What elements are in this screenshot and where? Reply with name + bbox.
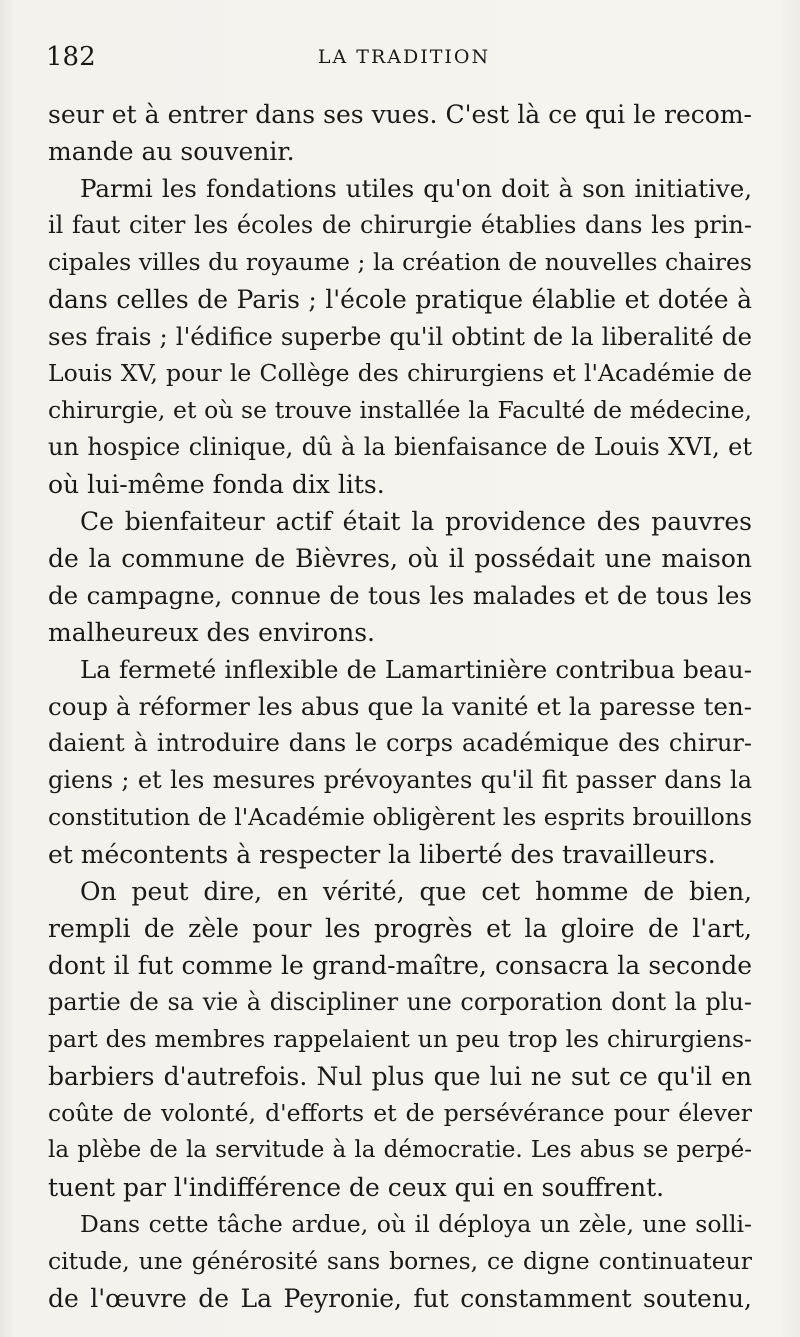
text-line: constitution de l'Académie obligèrent les esprits brouillons (48, 803, 752, 831)
text-line: chirurgie, et où se trouve installée la Faculté de médecine, (48, 396, 752, 424)
text-line: tuent par l'indifférence de ceux qui en souffrent. (48, 1173, 665, 1202)
page-number: 182 (46, 42, 96, 72)
text-line: Louis XV, pour le Collège des chirurgiens et l'Académie de (48, 359, 752, 387)
text-line: mande au souvenir. (48, 137, 295, 166)
text-line: seur et à entrer dans ses vues. C'est là ce qui le recom- (48, 100, 752, 129)
text-line: de la commune de Bièvres, où il possédait une maison (48, 544, 752, 573)
text-line: ses frais ; l'édifice superbe qu'il obtint de la liberalité de (48, 322, 752, 351)
text-line: de l'œuvre de La Peyronie, fut constamment soutenu, (48, 1284, 752, 1313)
text-line: Ce bienfaiteur actif était la providence des pauvres (80, 507, 752, 536)
text-line: daient à introduire dans le corps académique des chirur- (48, 729, 752, 757)
body-text (48, 96, 752, 1317)
text-line: dont il fut comme le grand-maître, consacra la seconde (48, 951, 752, 980)
text-line: giens ; et les mesures prévoyantes qu'il fit passer dans la (48, 766, 752, 794)
text-line: et mécontents à respecter la liberté des travailleurs. (48, 840, 716, 869)
text-line: la plèbe de la servitude à la démocratie. Les abus se perpé- (48, 1137, 752, 1163)
text-line: coup à réformer les abus que la vanité et la paresse ten- (48, 692, 752, 721)
text-line: cipales villes du royaume ; la création de nouvelles chaires (48, 248, 752, 276)
page-header (46, 40, 762, 80)
text-line: La fermeté inflexible de Lamartinière contribua beau- (80, 655, 752, 684)
text-line: un hospice clinique, dû à la bienfaisance de Louis XVI, et (48, 433, 752, 461)
text-line: citude, une générosité sans bornes, ce digne continuateur (48, 1247, 752, 1275)
text-line: malheureux des environs. (48, 618, 375, 647)
text-line: de campagne, connue de tous les malades et de tous les (48, 581, 752, 610)
text-line: Dans cette tâche ardue, où il déploya un zèle, une solli- (80, 1210, 752, 1238)
running-title: LA TRADITION (317, 46, 491, 68)
text-line: On peut dire, en vérité, que cet homme de bien, (80, 877, 752, 906)
text-line: partie de sa vie à discipliner une corporation dont la plu- (48, 988, 752, 1016)
text-line: où lui-même fonda dix lits. (48, 470, 385, 499)
text-line: coûte de volonté, d'efforts et de persévérance pour élever (48, 1099, 752, 1127)
text-line: Parmi les fondations utiles qu'on doit à son initiative, (80, 174, 752, 203)
text-line: dans celles de Paris ; l'école pratique élablie et dotée à (48, 285, 752, 314)
text-line: il faut citer les écoles de chirurgie établies dans les prin- (48, 211, 752, 239)
text-line: rempli de zèle pour les progrès et la gloire de l'art, (48, 914, 752, 943)
text-line: barbiers d'autrefois. Nul plus que lui ne sut ce qu'il en (48, 1062, 752, 1091)
text-line: part des membres rappelaient un peu trop les chirurgiens- (48, 1025, 752, 1053)
